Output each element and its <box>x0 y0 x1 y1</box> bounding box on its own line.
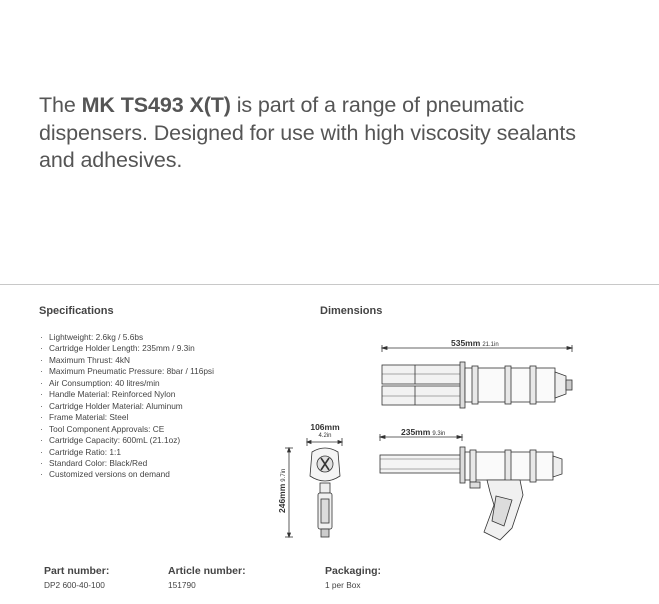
article-number-value: 151790 <box>168 580 196 590</box>
spec-item: · Cartridge Holder Material: Aluminum <box>39 401 214 412</box>
front-view-drawing <box>285 438 342 537</box>
spec-item: · Cartridge Holder Length: 235mm / 9.3in <box>39 343 214 354</box>
spec-item: · Cartridge Capacity: 600mL (21.1oz) <box>39 435 214 446</box>
part-number-label: Part number: <box>44 565 110 577</box>
dimensions-title: Dimensions <box>320 305 383 317</box>
spec-item: · Cartridge Ratio: 1:1 <box>39 447 214 458</box>
spec-item: · Customized versions on demand <box>39 469 214 480</box>
height-label: 246mm9.7in <box>277 468 287 513</box>
top-view-drawing <box>382 345 572 408</box>
packaging-label: Packaging: <box>325 565 382 577</box>
spec-item: · Maximum Pneumatic Pressure: 8bar / 116psi <box>39 366 214 377</box>
article-number-label: Article number: <box>168 565 246 577</box>
intro-suffix: is part of a range of pneumatic dispensers. Designed for use with high viscosity sealants and adhesives. <box>39 93 576 172</box>
spec-item: · Lightweight: 2.6kg / 5.6bs <box>39 332 214 343</box>
width-sub-label: 4.2in <box>318 433 332 439</box>
specifications-title: Specifications <box>39 305 114 317</box>
overall-length-label: 535mm 21.1in <box>451 338 499 348</box>
spec-item: · Standard Color: Black/Red <box>39 458 214 469</box>
spec-item: · Handle Material: Reinforced Nylon <box>39 389 214 400</box>
product-name: MK TS493 X(T) <box>81 93 231 117</box>
spec-item: · Tool Component Approvals: CE <box>39 424 214 435</box>
spec-item: · Frame Material: Steel <box>39 412 214 423</box>
part-number-value: DP2 600-40-100 <box>44 580 105 590</box>
packaging-value: 1 per Box <box>325 580 361 590</box>
spec-item: · Air Consumption: 40 litres/min <box>39 378 214 389</box>
holder-length-label: 235mm 9.3in <box>401 427 446 437</box>
side-view-drawing <box>380 434 562 540</box>
spec-item: · Maximum Thrust: 4kN <box>39 355 214 366</box>
intro-prefix: The <box>39 93 82 117</box>
width-label: 106mm <box>310 422 340 432</box>
